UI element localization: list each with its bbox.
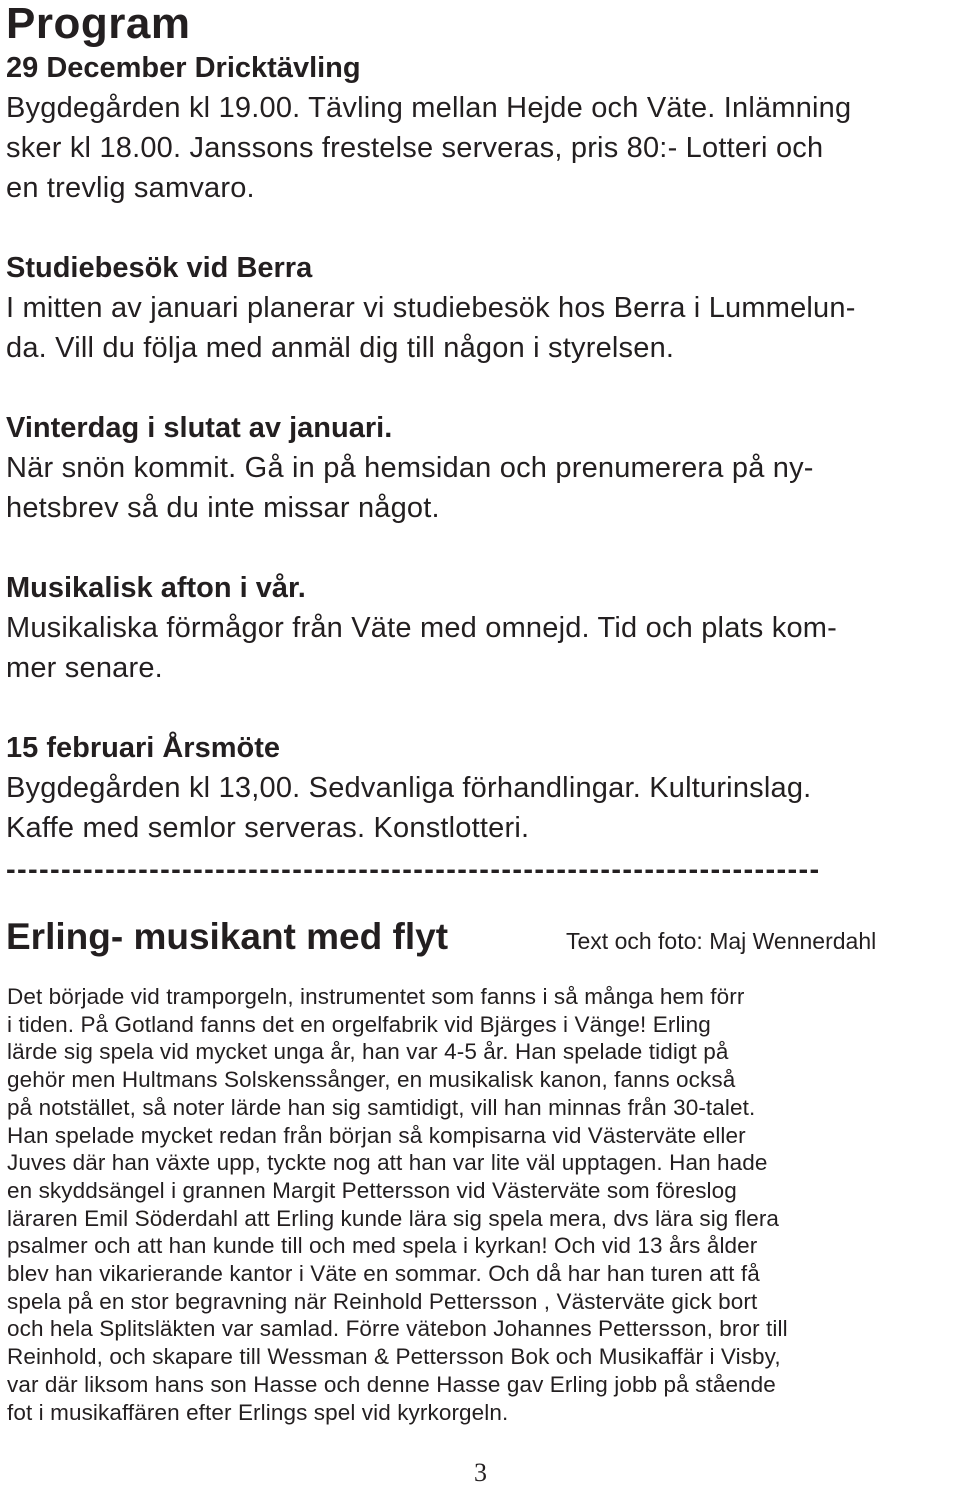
article-text-line: på notstället, så noter lärde han sig samtidigt, vill han minnas från 30-talet. bbox=[7, 1094, 756, 1120]
article-text-line: läraren Emil Söderdahl att Erling kunde lära sig spela mera, dvs lära sig flera bbox=[7, 1205, 780, 1231]
page-number: 3 bbox=[474, 1458, 487, 1487]
section-divider: -------------------------------------------------------------------------- bbox=[6, 854, 821, 886]
article-text-line: Det började vid tramporgeln, instrumentet som fanns i så många hem förr bbox=[7, 984, 745, 1009]
article-text-line: Han spelade mycket redan från början så kompisarna vid Västerväte eller bbox=[7, 1122, 746, 1148]
article-text-line: spela på en stor begravning när Reinhold Pettersson , Västerväte gick bort bbox=[7, 1288, 758, 1314]
article-text-line: fot i musikaffären efter Erlings spel vid kyrkorgeln. bbox=[7, 1399, 509, 1425]
event-text-line: sker kl 18.00. Janssons frestelse serveras, pris 80:- Lotteri och bbox=[6, 132, 824, 164]
event-heading: Studiebesök vid Berra bbox=[6, 252, 313, 284]
event-text-line: en trevlig samvaro. bbox=[6, 172, 255, 204]
event-text-line: Musikaliska förmågor från Väte med omnejd. Tid och plats kom- bbox=[6, 612, 837, 644]
event-text-line: Bygdegården kl 19.00. Tävling mellan Hejde och Väte. Inlämning bbox=[6, 92, 852, 124]
article-byline: Text och foto: Maj Wennerdahl bbox=[566, 928, 877, 954]
event-heading: 15 februari Årsmöte bbox=[6, 732, 280, 764]
event-heading: 29 December Dricktävling bbox=[6, 52, 361, 84]
event-spacer bbox=[6, 528, 956, 568]
article-text-line: psalmer och att han kunde till och med spela i kyrkan! Och vid 13 års ålder bbox=[7, 1233, 758, 1259]
event-text-line: Bygdegården kl 13,00. Sedvanliga förhandlingar. Kulturinslag. bbox=[6, 772, 812, 804]
event-text-line: När snön kommit. Gå in på hemsidan och prenumerera på ny- bbox=[6, 452, 814, 484]
program-event bbox=[6, 248, 956, 368]
program-event bbox=[6, 48, 956, 208]
article-text-line: Juves där han växte upp, tyckte nog att han var lite väl upptagen. Han hade bbox=[7, 1150, 768, 1176]
article-text-line: blev han vikarierande kantor i Väte en sommar. Och då har han turen att få bbox=[7, 1261, 760, 1287]
article-title: Erling- musikant med flyt bbox=[6, 916, 449, 957]
event-heading: Musikalisk afton i vår. bbox=[6, 572, 306, 604]
program-event bbox=[6, 728, 956, 848]
article-text-line: gehör men Hultmans Solskenssånger, en musikalisk kanon, fanns också bbox=[7, 1067, 736, 1093]
event-spacer bbox=[6, 208, 956, 248]
event-text-line: I mitten av januari planerar vi studiebesök hos Berra i Lummelun- bbox=[6, 292, 856, 324]
program-event bbox=[6, 408, 956, 528]
article-text-line: och hela Splitsläkten var samlad. Förre vätebon Johannes Pettersson, bror till bbox=[7, 1316, 788, 1342]
program-events bbox=[6, 48, 956, 848]
article-text-line: en skyddsängel i grannen Margit Pettersson vid Västerväte som föreslog bbox=[7, 1177, 737, 1203]
article-text-line: Reinhold, och skapare till Wessman & Pettersson Bok och Musikaffär i Visby, bbox=[7, 1344, 781, 1370]
event-text-line: Kaffe med semlor serveras. Konstlotteri. bbox=[6, 812, 530, 844]
program-event bbox=[6, 568, 956, 688]
article-text-line: lärde sig spela vid mycket unga år, han var 4-5 år. Han spelade tidigt på bbox=[7, 1039, 729, 1065]
program-title: Program bbox=[6, 0, 191, 48]
article-body bbox=[7, 983, 957, 1426]
event-spacer bbox=[6, 368, 956, 408]
event-spacer bbox=[6, 688, 956, 728]
event-heading: Vinterdag i slutat av januari. bbox=[6, 412, 393, 444]
event-text-line: hetsbrev så du inte missar något. bbox=[6, 492, 440, 524]
article-text-line: var där liksom hans son Hasse och denne Hasse gav Erling jobb på stående bbox=[7, 1371, 776, 1397]
event-text-line: mer senare. bbox=[6, 652, 163, 684]
event-text-line: da. Vill du följa med anmäl dig till någon i styrelsen. bbox=[6, 332, 675, 364]
article-text-line: i tiden. På Gotland fanns det en orgelfabrik vid Bjärges i Vänge! Erling bbox=[7, 1011, 711, 1037]
